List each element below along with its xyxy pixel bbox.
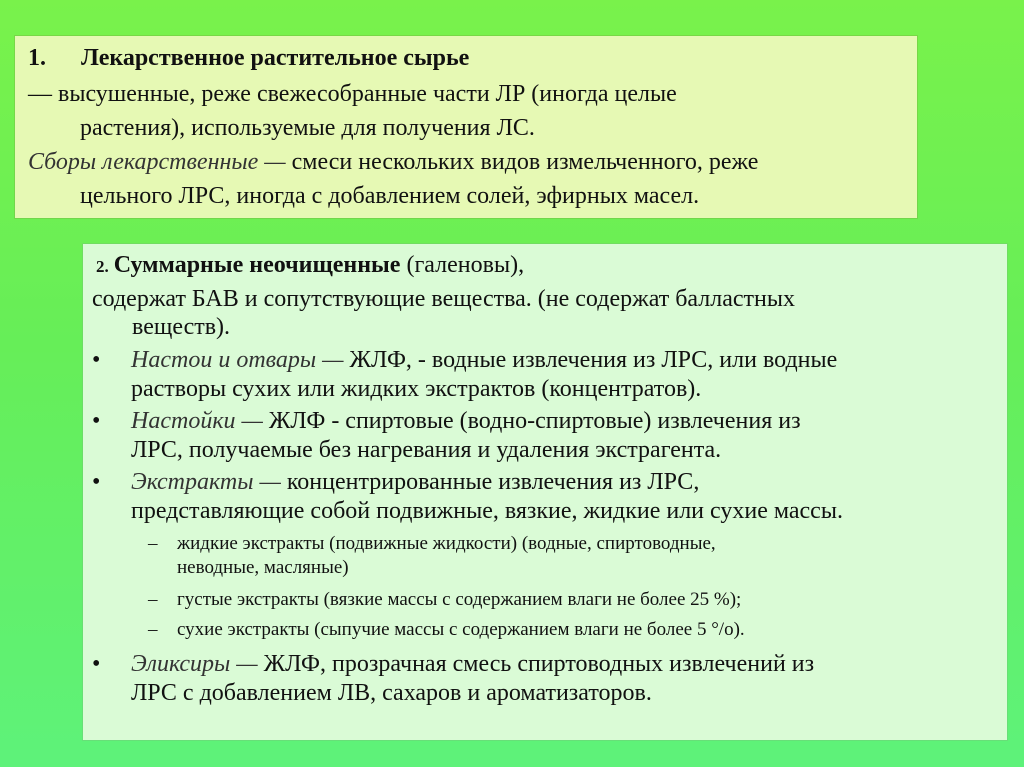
section-2-intro-line-2: веществ). [132,314,231,340]
term-eliksiry: Эликсиры — [131,651,258,677]
bullet-ekstrakty-line-2: представляющие собой подвижные, вязкие, жидкие или сухие массы. [131,498,843,524]
section-1-term-line-1 [28,147,758,177]
sub-item-dash: – [148,619,158,640]
sub-item-dash: – [148,589,158,610]
section-1-title [28,43,469,73]
sub-item-zhidkie-line-1: жидкие экстракты (подвижные жидкости) (водные, спиртоводные, [177,533,716,554]
section-2-title-bold: Суммарные неочищенные [113,252,401,278]
section-1-title-text: Лекарственное растительное сырье [81,45,470,71]
bullet-nastoi-line-2: растворы сухих или жидких экстрактов (концентратов). [131,376,702,402]
bullet-nastoi-rest: ЖЛФ, - водные извлечения из ЛРС, или водные [343,347,838,373]
section-2-intro-line-1: содержат БАВ и сопутствующие вещества. (не содержат балластных [92,286,795,312]
section-2-number: 2. [96,257,109,276]
bullet-marker: • [92,347,101,373]
bullet-ekstrakty-rest: концентрированные извлечения из ЛРС, [280,469,700,495]
bullet-marker: • [92,408,101,434]
bullet-nastoyki-line-1 [131,406,801,436]
sub-item-gustye: густые экстракты (вязкие массы с содержанием влаги не более 25 %); [177,589,742,610]
bullet-marker: • [92,469,101,495]
section-2-title-rest: (галеновы), [400,252,525,278]
section-1-definition-line-2: растения), используемые для получения ЛС. [80,115,535,141]
term-ekstrakty: Экстракты — [131,469,281,495]
bullet-eliksiry-rest: ЖЛФ, прозрачная смесь спиртоводных извлечений из [257,651,815,677]
sub-item-zhidkie-line-2: неводные, масляные) [177,557,349,578]
section-1-term-line-2: цельного ЛРС, иногда с добавлением солей, эфирных масел. [80,183,700,209]
term-nastoyki: Настойки — [131,408,263,434]
bullet-nastoyki-line-2: ЛРС, получаемые без нагревания и удаления экстрагента. [131,437,722,463]
bullet-eliksiry-line-1 [131,649,814,679]
bullet-eliksiry-line-2: ЛРС с добавлением ЛВ, сахаров и ароматизаторов. [131,680,652,706]
term-sbory-rest: смеси нескольких видов измельченного, реже [285,149,759,175]
term-nastoi: Настои и отвары — [131,347,344,373]
section-1-definition-line-1: — высушенные, реже свежесобранные части ЛР (иногда целые [28,81,677,107]
sub-item-dash: – [148,533,158,554]
sub-item-sukhie: сухие экстракты (сыпучие массы с содержанием влаги не более 5 °/o). [177,619,745,640]
bullet-marker: • [92,651,101,677]
bullet-nastoi-line-1 [131,345,837,375]
section-2-title [96,250,524,282]
bullet-nastoyki-rest: ЖЛФ - спиртовые (водно-спиртовые) извлечения из [262,408,801,434]
term-sbory: Сборы лекарственные — [28,149,286,175]
section-1-number: 1. [28,45,46,71]
bullet-ekstrakty-line-1 [131,467,699,497]
